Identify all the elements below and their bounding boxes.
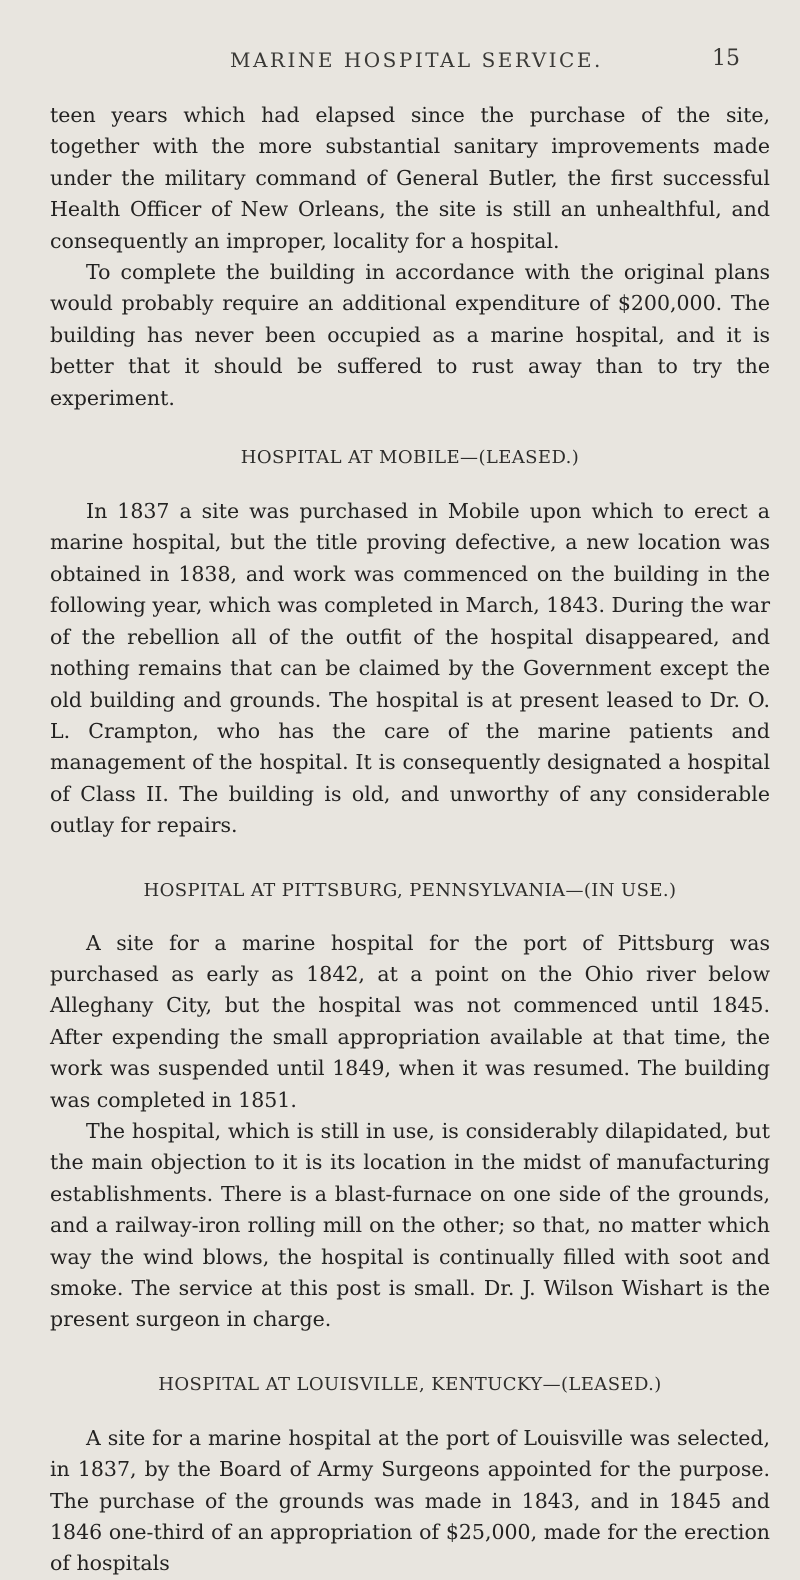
section-heading-pittsburg: HOSPITAL AT PITTSBURG, PENNSYLVANIA—(IN USE.) (143, 879, 677, 901)
section-louisville (50, 1374, 770, 1580)
section-heading-mobile: HOSPITAL AT MOBILE—(LEASED.) (240, 447, 580, 469)
paragraph: In 1837 a site was purchased in Mobile upon which to erect a marine hospital, but the title proving defective, a new location was obtained in 1838, and work was commenced on the building in the following year, which was completed in March, 1843. During the war of the rebellion all of the outfit of the hospital disappeared, and nothing remains that can be claimed by the Government except the old building and grounds. The hospital is at present leased to Dr. O. L. Crampton, who has the care of the marine patients and management of the hospital. It is consequently designated a hospital of Class II. The building is old, and unworthy of any considerable outlay for repairs. (50, 499, 770, 838)
section-new-orleans-continued (50, 100, 770, 414)
section-heading-louisville: HOSPITAL AT LOUISVILLE, KENTUCKY—(LEASED.) (158, 1373, 662, 1395)
paragraph: A site for a marine hospital at the port of Louisville was selected, in 1837, by the Board of Army Surgeons appointed for the purpose. The purchase of the grounds was made in 1843, and in 1845 and 1846 one-third of an appropriation of $25,000, made for the erection of hospitals (50, 1425, 770, 1576)
paragraph: teen years which had elapsed since the purchase of the site, together with the more substantial sanitary improvements made under the military command of General Butler, the first successful Health Officer of New Orleans, the site is still an unhealthful, and consequently an improper, locality for a hospital. (50, 103, 770, 253)
paragraph: A site for a marine hospital for the port of Pittsburg was purchased as early as 1842, at a point on the Ohio river below Alleghany City, but the hospital was not commenced until 1845. After expending the small appropriation available at that time, the work was suspended until 1849, when it was resumed. The building was completed in 1851. (50, 930, 770, 1112)
section-pittsburg (50, 880, 770, 1336)
section-mobile (50, 447, 770, 841)
paragraph: To complete the building in accordance with the original plans would probably require an additional expenditure of $200,000. The building has never been occupied as a marine hospital, and it is better that it should be suffered to rust away than to try the experiment. (50, 260, 770, 410)
paragraph: The hospital, which is still in use, is considerably dilapidated, but the main objection to it is its location in the midst of manufacturing establishments. There is a blast-furnace on one side of the grounds, and a railway-iron rolling mill on the other; so that, no matter which way the wind blows, the hospital is continually filled with soot and smoke. The service at this post is small. Dr. J. Wilson Wishart is the present surgeon in charge. (50, 1118, 770, 1332)
page-number: 15 (712, 46, 740, 71)
running-title: MARINE HOSPITAL SERVICE. (230, 48, 603, 72)
running-header (50, 48, 770, 78)
